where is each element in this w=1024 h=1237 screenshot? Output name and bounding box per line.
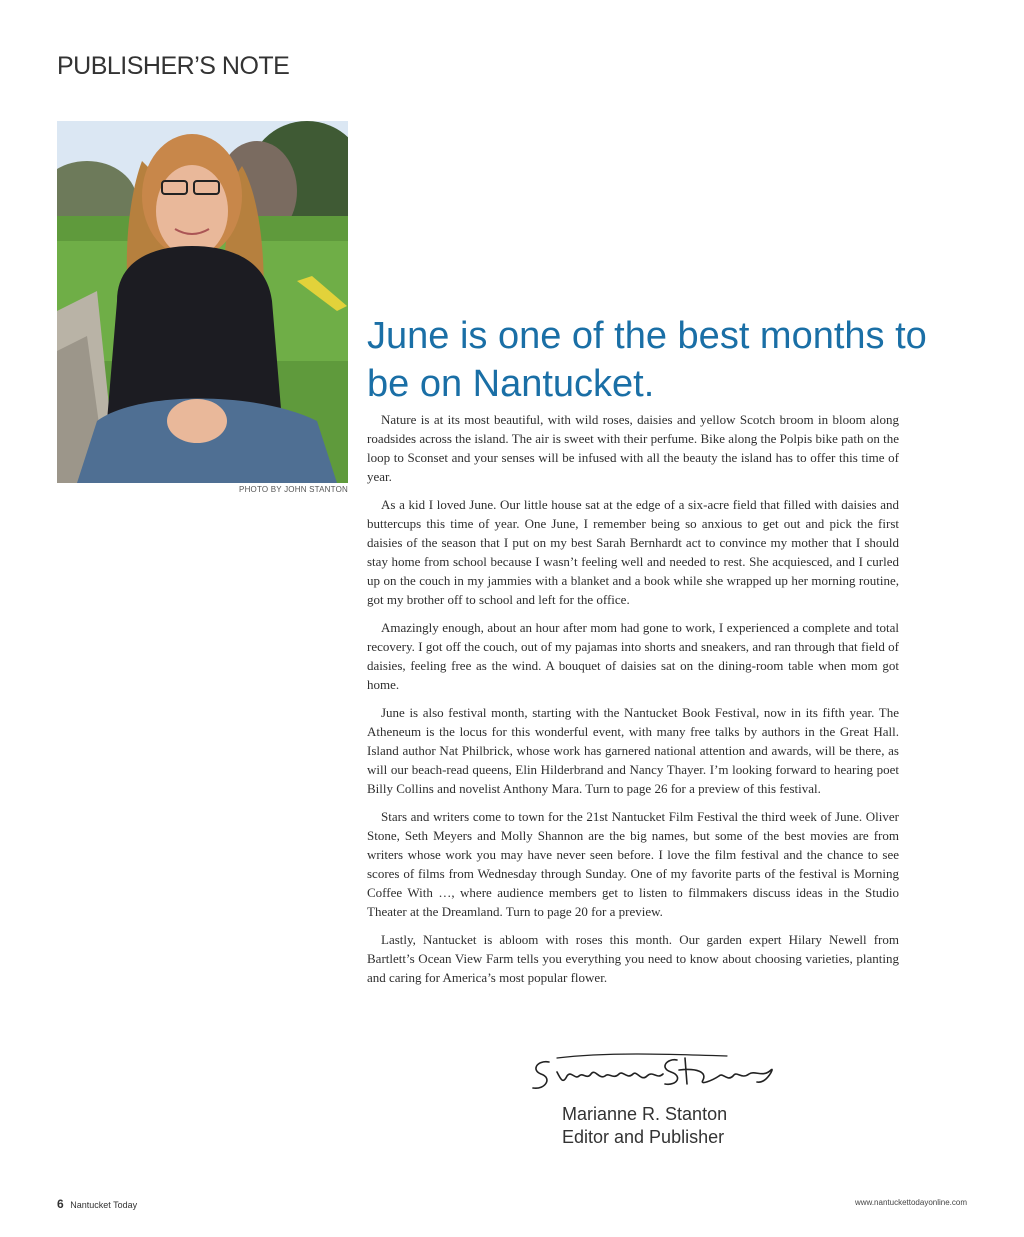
paragraph: Nature is at its most beautiful, with wild roses, daisies and yellow Scotch broom in bloom along roadsides across the island. The air is sweet with their perfume. Bike along the Polpis bike path on the loop to Sconset and your senses will be infused with all the beauty the island has to offer this time of year. (367, 412, 899, 484)
handwritten-signature (527, 1050, 779, 1100)
headline: June is one of the best months to be on Nantucket. (367, 315, 927, 405)
publication-name: Nantucket Today (70, 1200, 138, 1210)
section-label: PUBLISHER’S NOTE (57, 52, 290, 80)
website-url: www.nantuckettodayonline.com (854, 1198, 967, 1207)
paragraph: Lastly, Nantucket is abloom with roses this month. Our garden expert Hilary Newell from Bartlett’s Ocean View Farm tells you everything you need to know about choosing varieties, planting and caring for America’s most popular flower. (367, 932, 899, 985)
paragraph: Stars and writers come to town for the 21st Nantucket Film Festival the third week of June. Oliver Stone, Seth Meyers and Molly Shannon are the big names, but some of the best movies are from writers whose work you may have never seen before. I love the film festival and the chance to see scores of films from Wednesday through Sunday. One of my favorite parts of the festival is Morning Coffee With …, where audience members get to listen to filmmakers discuss ideas in the Studio Theater at the Dreamland. Turn to page 20 for a preview. (367, 809, 899, 919)
article-body (367, 410, 899, 996)
paragraph: As a kid I loved June. Our little house sat at the edge of a six-acre field that filled with daisies and buttercups this time of year. One June, I remember being so anxious to get out and pick the first daisies of the season that I put on my best Sarah Bernhardt act to convince my mother that I should stay home from school because I wasn’t feeling well and needed to rest. She acquiesced, and I curled up on the couch in my jammies with a blanket and a book while she wrapped up her morning routine, got my brother off to school and left for the office. (367, 497, 899, 607)
paragraph: Amazingly enough, about an hour after mom had gone to work, I experienced a complete and total recovery. I got off the couch, out of my pajamas into shorts and sneakers, and ran through that field of daisies, feeling free as the wind. A bouquet of daisies sat on the dining-room table when mom got home. (367, 620, 899, 692)
portrait-photo (57, 121, 348, 483)
photo-credit: PHOTO BY JOHN STANTON (239, 485, 348, 494)
paragraph: June is also festival month, starting with the Nantucket Book Festival, now in its fifth year. The Atheneum is the locus for this wonderful event, with many free talks by authors in the Great Hall. Island author Nat Philbrick, whose work has garnered national attention and awards, will be there, as will our beach-read queens, Elin Hilderbrand and Nancy Thayer. I’m looking forward to hearing poet Billy Collins and novelist Anthony Mara. Turn to page 26 for a preview of this festival. (367, 705, 899, 796)
page-folio (57, 1197, 137, 1211)
signer-title: Editor and Publisher (562, 1127, 725, 1147)
page-number: 6 (57, 1197, 64, 1211)
signer-name: Marianne R. Stanton (562, 1104, 728, 1124)
